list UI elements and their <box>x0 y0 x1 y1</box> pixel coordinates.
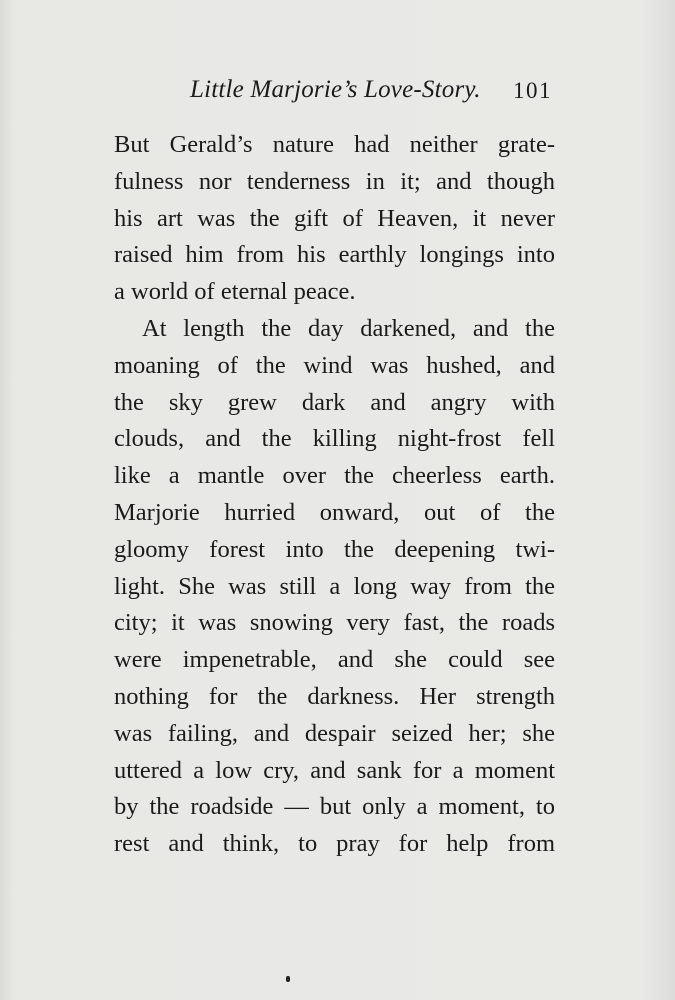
text-line: raised him from his earthly longings into <box>114 241 555 269</box>
text-line: like a mantle over the cheerless earth. <box>114 462 555 490</box>
text-line: his art was the gift of Heaven, it never <box>114 204 555 232</box>
page-number: 101 <box>513 78 552 103</box>
text-line: At length the day darkened, and the <box>142 314 555 342</box>
text-line: Marjorie hurried onward, out of the <box>114 498 555 526</box>
text-line: rest and think, to pray for help from <box>114 830 555 858</box>
ink-speck <box>286 976 290 982</box>
text-line: But Gerald’s nature had neither grate- <box>114 131 555 158</box>
text-line: was failing, and despair seized her; she <box>114 719 555 747</box>
page-header <box>114 76 554 112</box>
text-line: the sky grew dark and angry with <box>114 388 555 416</box>
running-title: Little Marjorie’s Love-Story. <box>190 76 481 103</box>
text-line: gloomy forest into the deepening twi- <box>114 535 555 563</box>
text-line: by the roadside — but only a moment, to <box>114 793 555 821</box>
body-text <box>114 127 555 863</box>
text-line: nothing for the darkness. Her strength <box>114 682 555 710</box>
text-line: moaning of the wind was hushed, and <box>114 351 555 379</box>
text-line: city; it was snowing very fast, the roads <box>114 609 555 637</box>
text-line: uttered a low cry, and sank for a moment <box>114 756 555 784</box>
text-line: a world of eternal peace. <box>114 278 356 306</box>
text-line: clouds, and the killing night-frost fell <box>114 425 555 453</box>
text-line: were impenetrable, and she could see <box>114 646 555 674</box>
text-line: light. She was still a long way from the <box>114 572 555 600</box>
text-line: fulness nor tenderness in it; and though <box>114 167 555 195</box>
